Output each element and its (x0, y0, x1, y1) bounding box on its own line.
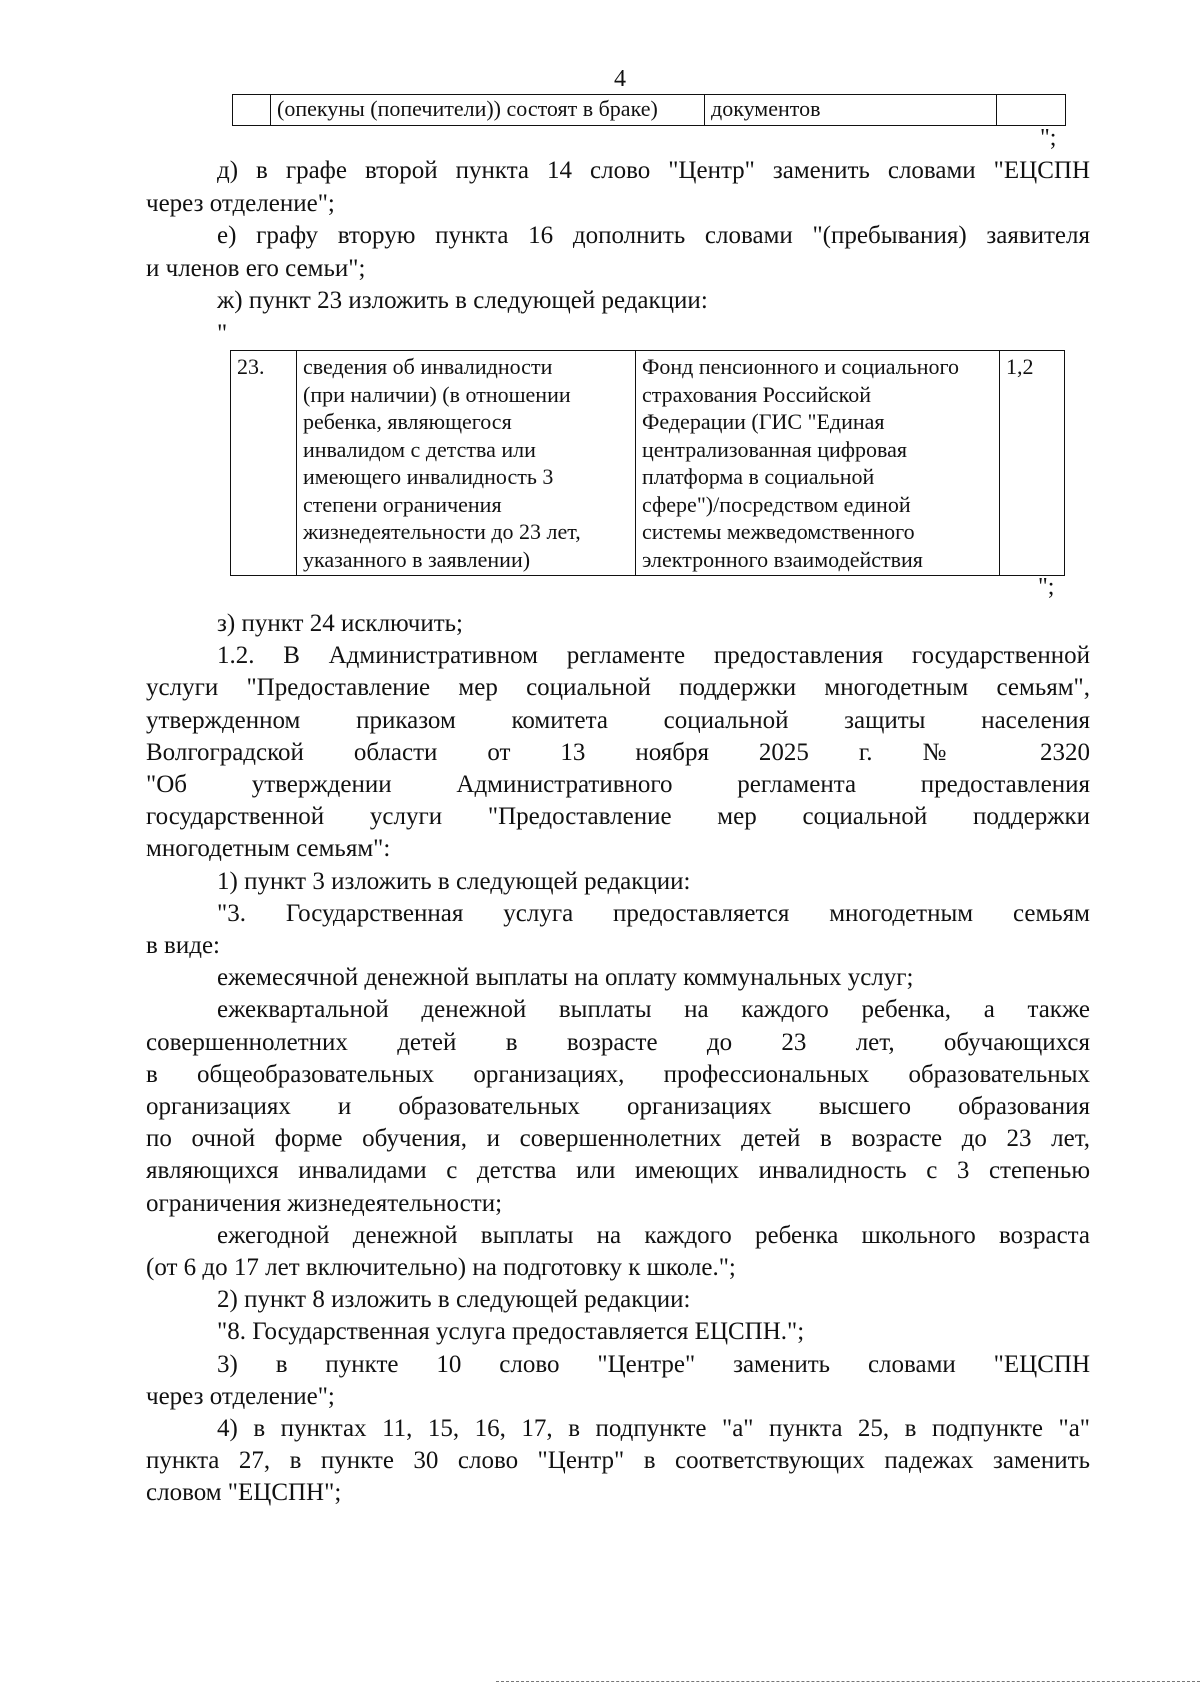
page-number: 4 (614, 66, 626, 92)
table-cell-line: централизованная цифровая (642, 436, 908, 462)
table-cell-line: платформа в социальной (642, 464, 875, 489)
table-cell-line: ребенка, являющегося (303, 409, 512, 434)
text-line: "Об утверждении Административного регламента предоставления (146, 771, 1090, 798)
table-cell-line: сфере")/посредством единой (642, 491, 911, 517)
text-line: услуги "Предоставление мер социальной поддержки многодетным семьям", (146, 674, 1090, 702)
text-line: (от 6 до 17 лет включительно) на подготовку к школе."; (146, 1254, 736, 1281)
table-23-code: 1,2 (1006, 354, 1034, 379)
text-line: в виде: (146, 932, 220, 959)
closing-quote: "; (1040, 125, 1057, 151)
text-line: ежеквартальной денежной выплаты на каждого ребенка, а также (217, 996, 1090, 1024)
table-cell-line: имеющего инвалидность 3 (303, 464, 554, 489)
text-line: в общеобразовательных организациях, профессиональных образовательных (146, 1060, 1090, 1088)
table-cell-empty (997, 95, 1065, 125)
table-23-number: 23. (231, 351, 297, 575)
text-line: ж) пункт 23 изложить в следующей редакции: (217, 287, 708, 314)
text-line: словом "ЕЦСПН"; (146, 1479, 342, 1507)
text-line: утвержденном приказом комитета социальной защиты населения (146, 706, 1090, 734)
table-fragment-row (232, 94, 1066, 126)
table-cell-line: электронного взаимодействия (642, 546, 923, 572)
text-line: 2) пункт 8 изложить в следующей редакции: (217, 1286, 691, 1314)
table-cell-text: (опекуны (попечители)) состоят в браке) (271, 95, 705, 125)
table-23-info (297, 351, 636, 575)
text-line: ежегодной денежной выплаты на каждого ребенка школьного возраста (217, 1221, 1090, 1249)
text-line: "8. Государственная услуга предоставляется ЕЦСПН."; (217, 1318, 805, 1346)
table-cell-line: жизнедеятельности до 23 лет, (303, 519, 581, 544)
text-line: ежемесячной денежной выплаты на оплату коммунальных услуг; (217, 964, 914, 992)
table-cell-line: степени ограничения (303, 491, 502, 517)
text-line: "3. Государственная услуга предоставляется многодетным семьям (217, 899, 1090, 927)
table-cell-line: страхования Российской (642, 381, 872, 407)
text-line: государственной услуги "Предоставление мер социальной поддержки (146, 803, 1090, 831)
text-line: многодетным семьям": (146, 835, 391, 863)
closing-quote: "; (1038, 574, 1055, 600)
text-line: 3) в пункте 10 слово "Центре" заменить словами "ЕЦСПН (217, 1350, 1090, 1378)
table-cell-empty (233, 95, 271, 125)
table-cell-line: инвалидом с детства или (303, 436, 536, 462)
text-line: и членов его семьи"; (146, 254, 366, 282)
text-line: Волгоградской области от 13 ноября 2025 г. № 2320 (146, 738, 1090, 766)
page-bottom-edge (496, 1681, 1200, 1682)
table-cell-line: Фонд пенсионного и социального (642, 354, 960, 379)
text-line: пункта 27, в пункте 30 слово "Центр" в соответствующих падежах заменить (146, 1447, 1090, 1475)
table-row-23 (230, 350, 1065, 576)
text-line: совершеннолетних детей в возрасте до 23 лет, обучающихся (146, 1028, 1090, 1056)
text-line: " (217, 319, 228, 347)
text-line: являющихся инвалидами с детства или имеющих инвалидность с 3 степенью (146, 1157, 1090, 1185)
table-cell-docs: документов (705, 95, 997, 125)
table-cell-line: системы межведомственного (642, 519, 915, 544)
table-cell-line: Федерации (ГИС "Единая (642, 409, 885, 434)
text-line: 1) пункт 3 изложить в следующей редакции: (217, 867, 691, 895)
text-line: ограничения жизнедеятельности; (146, 1189, 503, 1217)
text-line: д) в графе второй пункта 14 слово "Центр" заменить словами "ЕЦСПН (217, 157, 1090, 184)
text-line: организациях и образовательных организациях высшего образования (146, 1093, 1090, 1120)
text-line: по очной форме обучения, и совершеннолетних детей в возрасте до 23 лет, (146, 1125, 1090, 1153)
text-line: через отделение"; (146, 1382, 335, 1410)
text-line: 4) в пунктах 11, 15, 16, 17, в подпункте "а" пункта 25, в подпункте "а" (217, 1415, 1090, 1442)
table-cell-line: указанного в заявлении) (303, 546, 531, 572)
text-line: 1.2. В Административном регламенте предоставления государственной (217, 642, 1090, 670)
text-line: з) пункт 24 исключить; (217, 610, 463, 637)
table-cell-line: сведения об инвалидности (303, 354, 553, 379)
text-line: через отделение"; (146, 189, 335, 217)
table-cell-line: (при наличии) (в отношении (303, 381, 571, 407)
text-line: е) графу вторую пункта 16 дополнить словами "(пребывания) заявителя (217, 222, 1090, 249)
table-23-source (636, 351, 1000, 575)
